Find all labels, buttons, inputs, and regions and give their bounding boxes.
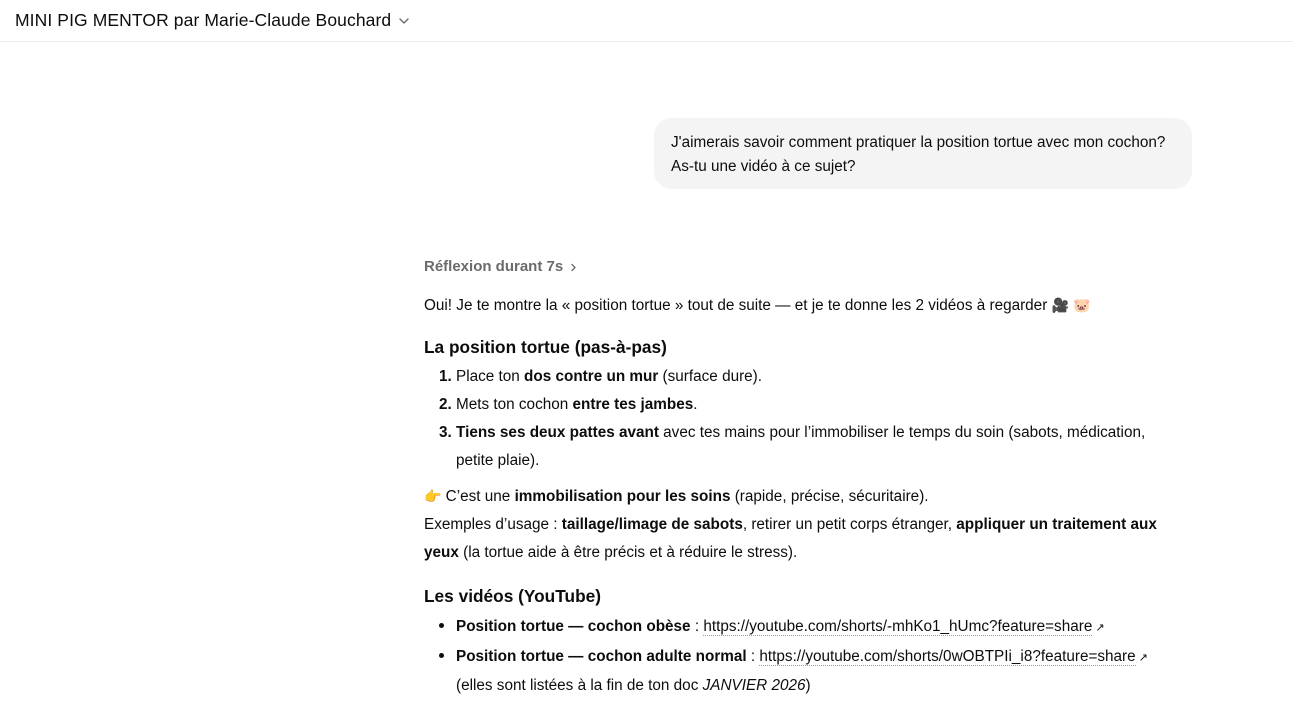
user-message-bubble <box>654 118 1192 189</box>
pig-face-icon: 🐷 <box>1073 298 1091 314</box>
reflection-label: Réflexion durant 7s <box>424 258 564 275</box>
intro-text: Oui! Je te montre la « position tortue » tout de suite — et je te donne les 2 vidéos à regarder <box>424 297 1048 314</box>
top-bar <box>0 0 1293 42</box>
section-heading-videos: Les vidéos (YouTube) <box>424 586 601 606</box>
list-item: • Position tortue — cochon obèse : https://youtube.com/shorts/-mhKo1_hUmc?feature=share ↗ <box>456 612 1184 642</box>
videos-list <box>424 612 1184 700</box>
external-link-icon: ↗ <box>1138 652 1148 664</box>
video-link[interactable]: https://youtube.com/shorts/-mhKo1_hUmc?feature=share <box>703 618 1093 635</box>
list-item: 2. Mets ton cochon entre tes jambes. <box>456 391 1184 419</box>
intro-paragraph <box>424 292 1184 320</box>
video-link[interactable]: https://youtube.com/shorts/0wOBTPIi_i8?feature=share <box>759 648 1136 665</box>
note-paragraph: 👉 C’est une immobilisation pour les soins (rapide, précise, sécuritaire). <box>424 488 929 505</box>
video-camera-icon: 🎥 <box>1051 298 1069 314</box>
chevron-right-icon <box>569 263 578 272</box>
list-item: 1. Place ton dos contre un mur (surface dure). <box>456 363 1184 391</box>
reflection-toggle[interactable] <box>424 254 1184 280</box>
external-link-icon: ↗ <box>1095 622 1105 634</box>
examples-paragraph: Exemples d’usage : taillage/limage de sabots, retirer un petit corps étranger, appliquer un traitement aux yeux (la tortue aide à être précis et à réduire le stress). <box>424 516 1157 561</box>
steps-list <box>424 363 1184 475</box>
list-item: • Position tortue — cochon adulte normal : https://youtube.com/shorts/0wOBTPIi_i8?feature=share ↗ (elles sont listées à la fin de ton doc JANVIER 2026) <box>456 642 1184 700</box>
user-message-text: J'aimerais savoir comment pratiquer la position tortue avec mon cochon? As-tu une vidéo à ce sujet? <box>671 134 1166 175</box>
assistant-message <box>424 254 1184 700</box>
gpt-title: MINI PIG MENTOR par Marie-Claude Bouchard <box>15 10 392 30</box>
section-heading-steps: La position tortue (pas-à-pas) <box>424 337 667 357</box>
list-item: 3. Tiens ses deux pattes avant avec tes mains pour l’immobiliser le temps du soin (sabots, médication, petite plaie). <box>456 419 1184 475</box>
gpt-selector[interactable] <box>15 10 410 31</box>
chevron-down-icon <box>398 15 410 27</box>
pointing-hand-icon: 👉 <box>424 489 442 505</box>
